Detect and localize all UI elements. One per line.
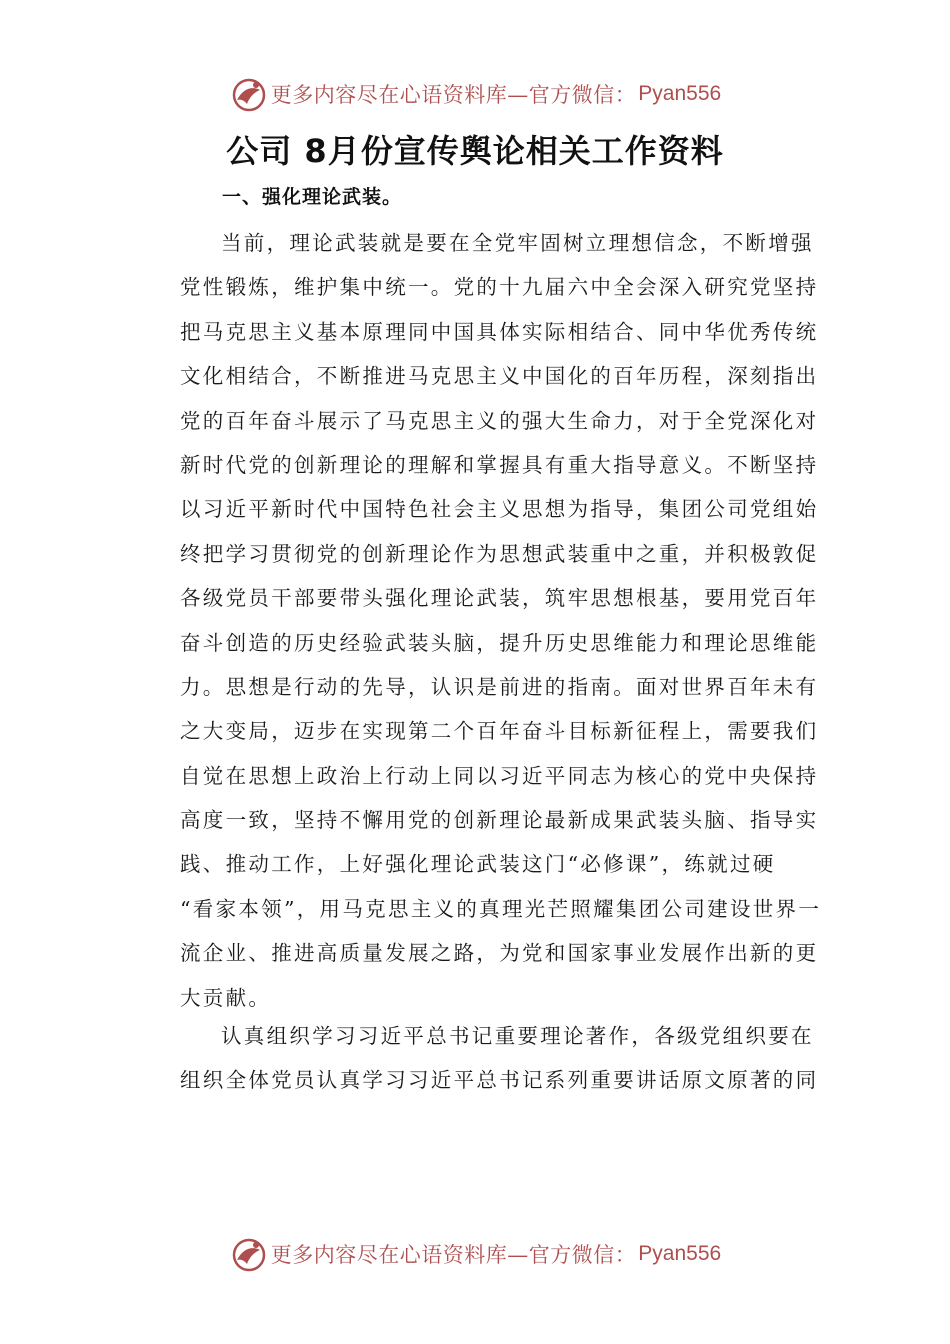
body-paragraph-1 [180, 221, 822, 1020]
text-line: 终把学习贯彻党的创新理论作为思想武装重中之重，并积极敦促 [180, 541, 819, 566]
text-line: 奋斗创造的历史经验武装头脑，提升历史思维能力和理论思维能 [180, 630, 819, 655]
section-heading: 一、强化理论武装。 [222, 186, 403, 208]
text-line: 文化相结合，不断推进马克思主义中国化的百年历程，深刻指出 [180, 364, 819, 389]
text-line: “看家本领”，用马克思主义的真理光芒照耀集团公司建设世界一 [180, 896, 822, 921]
text-line: 践、推动工作，上好强化理论武装这门“必修课”，练就过硬 [180, 852, 776, 877]
header-watermark-banner [0, 72, 950, 116]
text-line: 党性锻炼，维护集中统一。党的十九届六中全会深入研究党坚持 [180, 275, 819, 300]
text-line: 自觉在思想上政治上行动上同以习近平同志为核心的党中央保持 [180, 763, 819, 788]
footer-watermark-banner [0, 1232, 950, 1276]
text-line: 力。思想是行动的先导，认识是前进的指南。面对世界百年未有 [180, 674, 819, 699]
banner-text: 更多内容尽在心语资料库—官方微信： [270, 83, 637, 107]
brand-logo-icon [229, 74, 269, 114]
text-line: 流企业、推进高质量发展之路，为党和国家事业发展作出新的更 [180, 941, 819, 966]
banner-wechat-id: Pyan556 [638, 82, 722, 105]
text-line: 之大变局，迈步在实现第二个百年奋斗目标新征程上，需要我们 [180, 719, 819, 744]
text-line: 党的百年奋斗展示了马克思主义的强大生命力，对于全党深化对 [180, 408, 819, 433]
text-line: 认真组织学习习近平总书记重要理论著作，各级党组织要在 [221, 1024, 814, 1048]
text-line: 新时代党的创新理论的理解和掌握具有重大指导意义。不断坚持 [180, 452, 819, 477]
banner-wechat-id: Pyan556 [638, 1242, 722, 1265]
text-line: 把马克思主义基本原理同中国具体实际相结合、同中华优秀传统 [180, 319, 819, 344]
text-line: 大贡献。 [180, 985, 272, 1010]
brand-logo-icon [229, 1234, 269, 1274]
banner-text: 更多内容尽在心语资料库—官方微信： [270, 1243, 637, 1267]
text-line: 各级党员干部要带头强化理论武装，筑牢思想根基，要用党百年 [180, 586, 819, 611]
text-line: 高度一致，坚持不懈用党的创新理论最新成果武装头脑、指导实 [180, 808, 819, 833]
text-line: 组织全体党员认真学习习近平总书记系列重要讲话原文原著的同 [180, 1068, 819, 1093]
document-title: 公司 8月份宣传舆论相关工作资料 [226, 132, 724, 170]
text-line: 当前，理论武装就是要在全党牢固树立理想信念，不断增强 [221, 231, 814, 255]
text-line: 以习近平新时代中国特色社会主义思想为指导，集团公司党组始 [180, 497, 819, 522]
body-paragraph-2 [180, 1014, 819, 1103]
